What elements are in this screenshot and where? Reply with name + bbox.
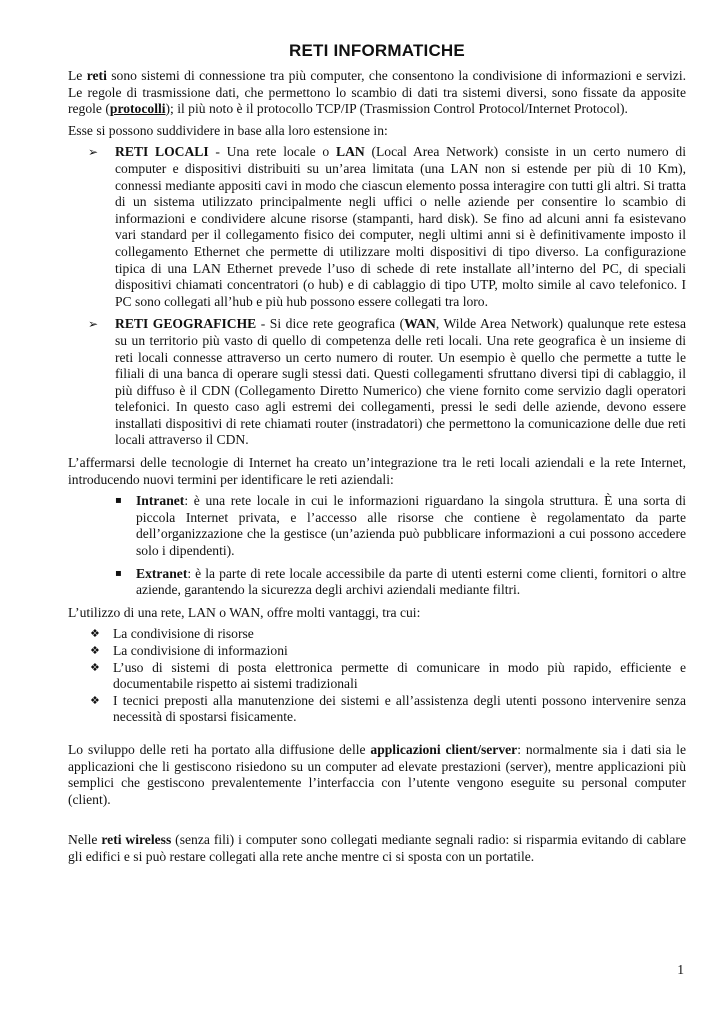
list-item-reti-locali	[68, 144, 686, 310]
diamond-bullet-icon: ❖	[90, 627, 100, 641]
reti-geografiche-text-2: , Wilde Area Network) qualunque rete estesa su un territorio più vasto di quello di competenza delle reti locali. Una rete geografica è un insieme di reti locali connesse attraverso un certo numero di router. Un esempio è quello che permette a tutte le filiali di una banca di operare sugli stessi dati. Questi collegamenti sfruttano diversi tipi di cablaggio, il più diffuso è il CDN (Collegamento Diretto Numerico) che viene fornito come servizio dagli operatori telefonici. In questo caso agli estremi dei collegamenti, pressi le sedi delle aziende, devono essere installati dispositivi di rete chiamati router (instradatori) che permettono la comunicazione delle due reti locali attraverso il CDN.	[115, 316, 686, 448]
intro-text-1: Le	[68, 68, 87, 83]
square-bullet-icon: ▪	[115, 567, 122, 579]
advantage-text: La condivisione di risorse	[113, 626, 254, 642]
enterprise-networks-list	[68, 493, 686, 599]
client-server-text-1: Lo sviluppo delle reti ha portato alla diffusione delle	[68, 741, 371, 757]
term-extranet: Extranet	[136, 565, 188, 581]
square-bullet-icon: ▪	[115, 495, 122, 507]
extranet-text: : è la parte di rete locale accessibile da parte di utenti esterni come clienti, fornitori o altre aziende, garantendo la sicurezza degli archivi aziendali mediante filtri.	[136, 565, 686, 598]
list-item	[68, 626, 686, 643]
term-wan: WAN	[404, 316, 436, 332]
arrow-bullet-icon: ➢	[88, 145, 99, 160]
division-intro: Esse si possono suddividere in base alla loro estensione in:	[68, 122, 388, 138]
advantages-intro: L’utilizzo di una rete, LAN o WAN, offre molti vantaggi, tra cui:	[68, 604, 421, 620]
client-server-paragraph	[68, 742, 686, 808]
reti-locali-text-1: - Una rete locale o	[208, 144, 336, 160]
list-item-extranet	[68, 566, 686, 599]
wireless-paragraph	[68, 832, 686, 865]
term-reti-locali: RETI LOCALI	[115, 144, 209, 160]
intro-term-protocolli: protocolli	[109, 101, 166, 117]
advantage-text: L’uso di sistemi di posta elettronica permette di comunicare in modo più rapido, efficiente e documentabile rispetto ai sistemi tradizionali	[113, 659, 686, 692]
list-item-intranet	[68, 493, 686, 559]
reti-locali-text-2: (Local Area Network) consiste in un certo numero di computer e dispositivi distribuiti su un’area limitata (una LAN non si estende per più di 10 Km), connessi mediante appositi cavi in modo che ciascun elemento possa interagire con tutti gli altri. Si tratta di un sistema utilizzato principalmente negli uffici o nelle aziende per consentire lo scambio di informazioni e condividere alcune risorse (stampanti, hard disk). Se fino ad alcuni anni fa esistevano vari standard per il collegamento fisico dei computer, negli ultimi anni si è definitivamente imposto il collegamento Ethernet che permette di utilizzare molti dispositivi di tipo diverso. La configurazione tipica di una LAN Ethernet prevede l’uso di schede di rete installate all’interno del PC, di speciali dispositivi chiamati concentratori (o hub) e di cablaggio di tipo UTP, molto simile al cavo telefonico. I PC sono collegati all’hub e più hub possono essere collegati tra loro.	[115, 144, 686, 309]
list-item-reti-geografiche	[68, 316, 686, 449]
advantage-text: I tecnici preposti alla manutenzione dei sistemi e all’assistenza degli utenti possono intervenire senza necessità di spostarsi fisicamente.	[113, 692, 686, 725]
term-client-server: applicazioni client/server	[370, 741, 518, 757]
wireless-text-1: Nelle	[68, 832, 102, 848]
diamond-bullet-icon: ❖	[90, 644, 100, 657]
term-intranet: Intranet	[136, 493, 185, 509]
arrow-bullet-icon: ➢	[88, 317, 99, 332]
diamond-bullet-icon: ❖	[90, 660, 100, 674]
wireless-text-2: (senza fili) i computer sono collegati mediante segnali radio: si risparmia evitando di cablare gli edifici e si può restare collegati alla rete anche mentre ci si sposta con un portatile.	[68, 832, 686, 864]
client-server-text-2: : normalmente sia i dati sia le applicazioni che li gestiscono risiedono su un computer ad elevate prestazioni (server), mentre applicazioni più semplici che gestiscono prevalentemente l’interfaccia con l’utente vengono eseguite su personal computer (client).	[68, 741, 686, 807]
advantage-text: La condivisione di informazioni	[113, 643, 288, 658]
advantages-list	[68, 626, 686, 726]
intranet-text: : è una rete locale in cui le informazioni riguardano la singola struttura. È una sorta di piccola Internet privata, e l’accesso alle risorse che contiene è regolamentato da parte dell’organizzazione che la gestisce (un’azienda può pubblicare informazioni a cui possono accedere solo i dipendenti).	[136, 493, 686, 559]
page-number: 1	[677, 962, 684, 977]
term-reti-geografiche: RETI GEOGRAFICHE	[115, 316, 257, 332]
term-lan: LAN	[336, 144, 365, 160]
internet-paragraph: L’affermarsi delle tecnologie di Internet ha creato un’integrazione tra le reti locali aziendali e la rete Internet, introducendo nuovi termini per identificare le reti aziendali:	[68, 455, 686, 487]
page-title: RETI INFORMATICHE	[289, 41, 465, 60]
intro-text-2: sono sistemi di connessione tra più computer, che consentono la condivisione di informazioni e servizi. Le regole di trasmissione dati, che permettono lo scambio di dati tra sistemi diversi, sono fissate da apposite regole (	[68, 68, 686, 117]
list-item	[68, 693, 686, 726]
list-item	[68, 643, 686, 660]
diamond-bullet-icon: ❖	[90, 693, 100, 707]
term-reti-wireless: reti wireless	[101, 832, 172, 848]
intro-text-3: ); il più noto è il protocollo TCP/IP (Trasmission Control Protocol/Internet Protocol).	[165, 101, 628, 117]
network-types-list	[68, 144, 686, 449]
list-item	[68, 660, 686, 693]
intro-term-reti: reti	[86, 68, 107, 83]
intro-paragraph	[68, 68, 686, 118]
reti-geografiche-text-1: - Si dice rete geografica (	[256, 316, 405, 332]
